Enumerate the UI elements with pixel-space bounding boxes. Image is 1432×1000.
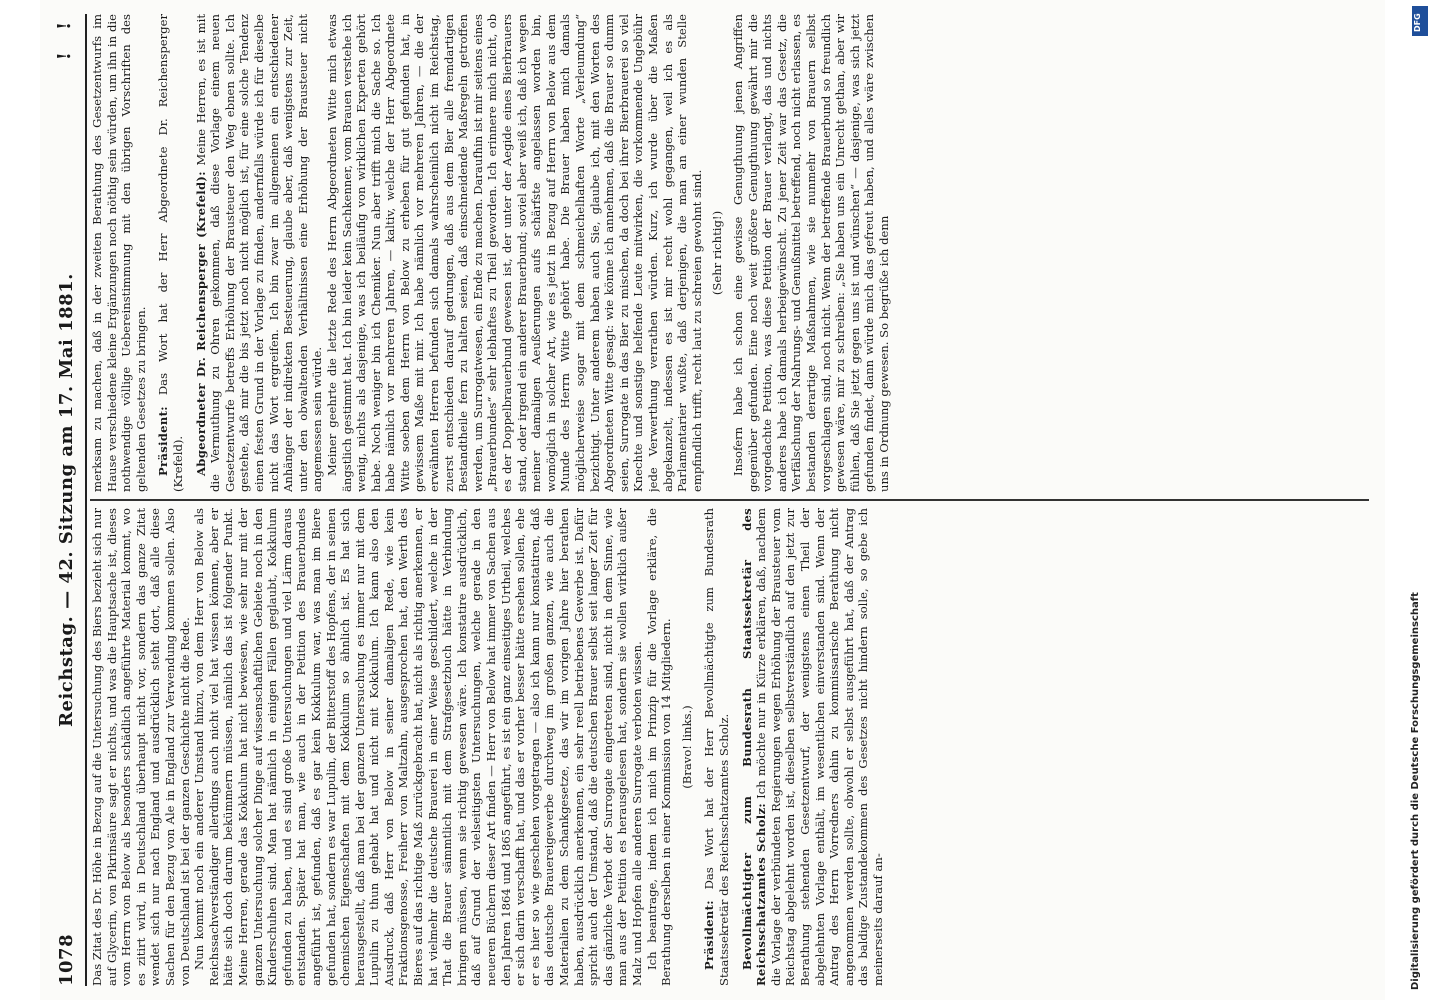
left-column [90,508,1367,986]
paragraph: Meiner geehrte die letzte Rede des Herrn Abgeordneten Witte mich etwas ängstlich gestimmt hat. Ich bin leider kein Sachkenner, vom Brauen verstehe ich wenig, nichts als dasjenige, was ich beiläufig von wirklichen Experten gehört habe. Noch weniger bin ich Chemiker. Nun aber trifft mich die Sache so. Ich habe nämlich vor mehreren Jahren, — kaltiv, welche der Herr Abgeordnete Witte soeben dem Herrn von Below zu erheben für gut gefunden hat, in gewissem Maße mit mir. Ich habe nämlich vor mehreren Jahren, — die der erwähnten Herren befunden sich damals wahrscheinlich nicht im Reichstag, zuerst entschieden darauf gedrungen, daß aus dem Bier alle fremdartigen Bestandtheile fern zu halten seien, daß einschneidende Maßregeln getroffen werden, um Surrogatwesen, ein Ende zu machen. Daraufhin ist mir seitens eines „Brauerbundes“ sehr lebhaftes zu Theil geworden. Ich erinnere mich nicht, ob es der Doppelbrauerbund gewesen ist, der unter der Aegide eines Bierbrauers stand, oder irgend ein anderer Brauerbund; soviel aber weiß ich, daß ich wegen meiner damaligen Aeußerungen aufs schärfste angelassen worden bin, womöglich in solcher Art, wie es jetzt in Bezug auf Herrn von Below aus dem Munde des Herrn Witte gehört habe. Die Brauer haben mich damals möglicherweise sogar mit dem schmeichelhaften Worte „Verleumdung“ bezichtigt. Unter anderem haben auch Sie, glaube ich, mit den Worten des Abgeordneten Witte gesagt: wie könne ich annehmen, daß die Brauer so dumm seien, Surrogate in das Bier zu mischen, da doch bei ihrer Bierbrauerei so viel Knechte und sonstige helfende Leute mitwirken, die vorkommende Ungebühr jede Verwerthung verrathen würden. Kurz, ich wurde über die Maßen abgekanzelt, indessen es ist mir recht wohl gegangen, weil ich es als Parlamentarier wußte, daß derjenigen, die man an einer wunden Stelle empfindlich trifft, recht laut zu schreien gewohnt sind. [324,14,704,492]
paragraph: merksam zu machen, daß in der zweiten Berathung des Gesetzentwurfs im Hause verschiedene kleine Ergänzungen noch nöthig sein würden, um ihn in die nothwendige völlige Uebereinstimmung mit den übrigen Vorschriften des geltenden Gesetzes zu bringen. [90,14,148,492]
page-number: 1078 [56,933,77,986]
paragraph: Nun kommt noch ein anderer Umstand hinzu, von dem Herr von Below als Reichssachverständiger allerdings auch nicht viel hat wissen können, aber er hätte sich doch darum bekümmern müssen, nämlich das ist folgender Punkt. Meine Herren, gerade das Kokkulum hat nicht bewiesen, wie sehr nur mit der ganzen Untersuchung solcher Dinge auf wissenschaftlichen Gebiete noch in den Kinderschuhen sind. Man hat nämlich in einigen Fällen geglaubt, Kokkulum gefunden zu haben, und es sind große Untersuchungen und viel Lärm daraus entstanden. Später hat man, wie auch in der Petition des Brauerbundes angeführt ist, gefunden, daß es gar kein Kokkulum war, was man im Biere gefunden hat, sondern es war Lupulin, der Bitterstoff des Hopfens, der in seinen chemischen Eigenschaften mit dem Kokkulum so ähnlich ist. Es hat sich herausgestellt, daß man bei der ganzen Untersuchung es immer nur mit dem Lupulin zu thun gehabt hat und nicht mit Kokkulum. Ich kann also den Ausdruck, daß Herr von Below in seiner damaligen Rede, wie kein Fraktionsgenosse, Freiherr von Maltzahn, ausgesprochen hat, den Werth des Bieres auf das richtige Maß zurückgebracht hat, nicht als richtig anerkennen, er hat vielmehr die deutsche Brauerei in einer Weise geschildert, welche in der That die Brauer sämmtlich mit dem Strafgesetzbuch hätte in Verbindung bringen müssen, wenn sie richtig gewesen wäre. Ich konstatire ausdrücklich, daß auf Grund der vielseitigsten Untersuchungen, welche gerade in den neueren Büchern dieser Art finden — Herr von Below hat immer von Sachen aus den Jahren 1864 und 1865 angeführt, es ist ein ganz einseitiges Urtheil, welches er sich darin verschafft hat, und das er vorher besser hätte ersehen sollen, ehe er es hier so wie geschehen vorgetragen — also ich kann nur konstatiren, daß das deutsche Brauereigewerbe durchweg im großen ganzen, wie auch die Materialien zu dem Schankgesetze, das wir im vorigen Jahre hier berathen haben, ausdrücklich anerkennen, ein sehr reell betriebenes Gewerbe ist. Dafür spricht auch der Umstand, daß die deutschen Brauer selbst seit langer Zeit für das gänzliche Verbot der Surrogate eingetreten sind, nicht in dem Sinne, wie man aus der Petition es herausgelesen hat, sondern sie wollen wirklich außer Malz und Hopfen alle anderen Surrogate verboten wissen. [192,508,644,986]
speaker-label: Bevollmächtigter zum Bundesrath Staatssekretär des Reichsschatzamtes Scholz: [739,508,769,986]
digitization-credit [1408,0,1432,1000]
speech-text: Ich möchte nur in Kürze erklären, daß, nachdem die Vorlage der verbündeten Regierungen wegen Erhöhung der Brausteuer vom Reichstag abgelehnt worden ist, dieselben selbstverständlich auf den jetzt zur Berathung stehenden Gesetzentwurf, der wenigstens einen Theil der abgelehnten Vorlage enthält, im wesentlichen einverstanden sind. Wenn der Antrag des Herrn Vorredners dahin zu kommissarische Berathung nicht angenommen werden sollte, obwohl er selbst ausgeführt hat, daß der Antrag das baldige Zustandekommen des Gesetzes nicht hindern solle, so gebe ich meinerseits darauf an- [754,508,885,986]
interjection: (Bravo! links.) [679,705,694,789]
paragraph: Ich beantrage, indem ich mich im Prinzip für die Vorlage erkläre, die Berathung derselben in einer Kommission von 14 Mitgliedern. [644,508,674,986]
paragraph: Insofern habe ich schon eine gewisse Genugthuung jenen Angriffen gegenüber gefunden. Eine noch weit größere Genugthuung gewährt mir die vorgedachte Petition, was diese Petition der Brauer verlangt, das und nichts anderes habe ich damals herbeigewünscht. Zu jener Zeit war das Gesetz, die Verfälschung der Nahrungs- und Genußmittel betreffend, noch nicht erlassen, es bestanden derartige Maßnahmen, wie sie nunmehr von Brauern selbst vorgeschlagen sind, noch nicht. Wenn der betreffende Brauerbund so freundlich gewesen wäre, mir zu schreiben: „Sie haben uns ein Unrecht gethan, aber wir fühlen, daß Sie jetzt gegen uns ist und wünschen“ — dasjenige, was sich jetzt gefunden findet, dann würde mich das gefreut haben, und alles wäre zwischen uns in Ordnung gewesen. So begrüße ich denn [730,14,891,492]
paragraph: Das Zitat des Dr. Höhe in Bezug auf die Untersuchung des Biers bezieht sich nur auf Glycerin, von Pikrinsäure sagt er nichts, und was die Hauptsache ist, dieses vom Herrn von Below als besonders schädlich angeführte Material kommt, wo es zitirt wird, in Deutschland überhaupt nicht vor, sondern das ganze Zitat wendet sich nur nach England und ausdrücklich steht dort, daß alle diese Sachen für den Bezug von Ale in England zur Verwendung kommen sollen. Also von Deutschland ist bei der ganzen Geschichte nicht die Rede. [90,508,192,986]
speech-text: Das Wort hat der Herr Abgeordnete Dr. Reichensperger (Krefeld). [156,14,185,492]
header-rule [85,14,87,986]
speech-text: Das Wort hat der Herr Bevollmächtigte zum Bundesrath Staatssekretär des Reichsschatzamtes Scholz. [702,508,731,986]
speech-paragraph [156,14,185,492]
dfg-logo [1412,6,1428,36]
page-header [48,14,82,986]
right-column [90,14,1367,492]
page-title: Reichstag. — 42. Sitzung am 17. Mai 1881. [56,273,77,727]
scanned-page [40,0,1385,1000]
dfg-logo-text: DFG [1413,13,1422,32]
speaker-label: Präsident: [156,406,171,476]
speech-paragraph [702,508,731,986]
speech-text: Meine Herren, es ist mit die Vermuthung zu Ohren gekommen, daß diese Vorlage einem neuen Gesetzentwurfe betreffs Erhöhung der Brausteuer den Weg ebnen sollte. Ich gestehe, daß mir die bis jetzt noch nicht möglich ist, für eine solche Tendenz einen festen Grund in der Vorlage zu finden, andernfalls würde ich für dieselbe nicht das Wort ergreifen. Ich bin zwar im allgemeinen ein entschiedener Anhänger der indirekten Besteuerung, glaube aber, daß wenigstens zur Zeit, unter den obwaltenden Verhältnissen eine Erhöhung der Brausteuer nicht angemessen sein würde. [193,14,325,492]
speech-paragraph [194,14,325,492]
credit-text: Digitalisierung gefördert durch die Deutsche Forschungsgemeinschaft [1410,592,1421,990]
speaker-label: Präsident: [702,900,717,970]
speech-paragraph [740,508,886,986]
margin-marks: ! ! [54,14,75,61]
interjection: (Sehr richtig!) [710,210,725,296]
speaker-label: Abgeordneter Dr. Reichensperger (Krefeld): [193,171,208,476]
column-divider [90,499,1369,501]
